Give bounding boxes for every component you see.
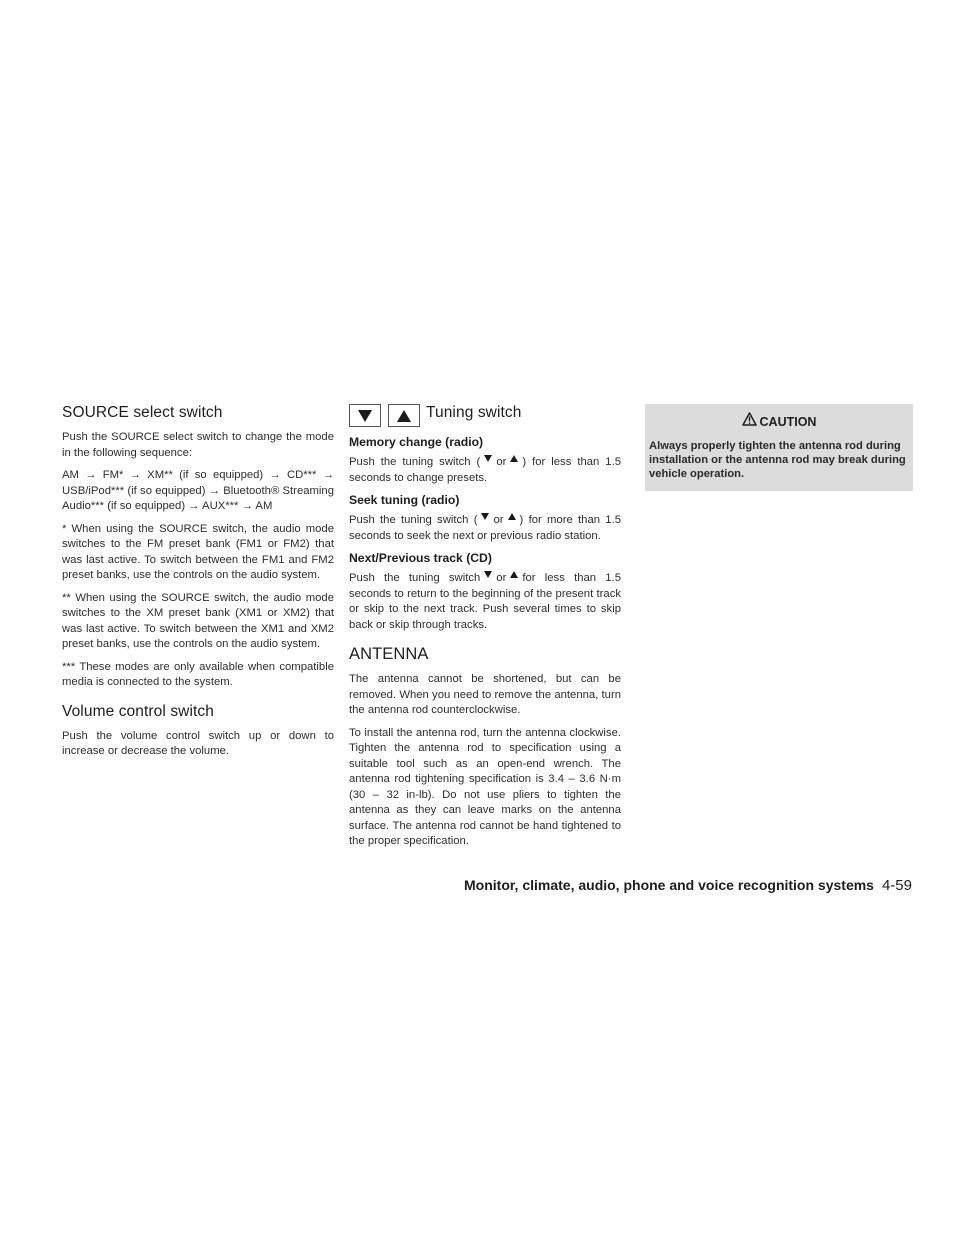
tuning-up-key: [388, 404, 420, 427]
seek-tuning-text: Push the tuning switch ( or ) for more than 1.5 seconds to seek the next or previous radio station.: [349, 514, 621, 542]
triangle-down-icon: [481, 513, 489, 520]
source-select-heading: SOURCE select switch: [62, 404, 223, 421]
column-left: [62, 404, 334, 767]
memory-change-heading: Memory change (radio): [349, 435, 484, 449]
page-footer: [464, 877, 912, 894]
antenna-heading: ANTENNA: [349, 645, 429, 663]
source-note-xm: ** When using the SOURCE switch, the audio mode switches to the XM preset bank (XM1 or XM2) that was last active. To switch between the XM1 and XM2 preset banks, use the controls on the audio system.: [62, 591, 334, 650]
triangle-down-icon: [484, 455, 492, 462]
source-intro: Push the SOURCE select switch to change the mode in the following sequence:: [62, 431, 334, 459]
page-number: 4-59: [881, 877, 912, 894]
column-middle: [349, 404, 621, 857]
triangle-up-icon: [510, 571, 518, 578]
tuning-switch-heading: Tuning switch: [426, 403, 522, 421]
chapter-title: Monitor, climate, audio, phone and voice recognition systems: [464, 877, 874, 893]
memory-change-text: Push the tuning switch ( or ) for less than 1.5 seconds to change presets.: [349, 456, 622, 484]
triangle-down-icon: [484, 571, 492, 578]
triangle-down-icon: [358, 410, 372, 422]
triangle-up-icon: [397, 410, 411, 422]
source-note-compatible: *** These modes are only available when compatible media is connected to the system.: [62, 660, 334, 688]
antenna-remove-text: The antenna cannot be shortened, but can be removed. When you need to remove the antenna, turn the antenna rod counterclockwise.: [349, 673, 621, 716]
caution-header: [649, 412, 909, 431]
seek-tuning-heading: Seek tuning (radio): [349, 493, 460, 507]
warning-icon: [742, 412, 757, 431]
triangle-up-icon: [510, 455, 518, 462]
caution-box: [645, 404, 913, 491]
caution-text: Always properly tighten the antenna rod during installation or the antenna rod may break during vehicle operation.: [649, 440, 906, 480]
next-previous-track-heading: Next/Previous track (CD): [349, 551, 492, 565]
volume-control-heading: Volume control switch: [62, 702, 214, 720]
caution-title: CAUTION: [759, 414, 817, 429]
source-sequence: AM → FM* → XM** (if so equipped) → CD*** → USB/iPod*** (if so equipped) → Bluetooth® Streaming Audio*** (if so equipped) → AUX*** → AM: [62, 469, 334, 512]
tuning-switch-header: [349, 404, 621, 427]
antenna-install-text: To install the antenna rod, turn the antenna clockwise. Tighten the antenna rod to specification using a suitable tool such as an open-end wrench. The antenna rod tightening specification is 3.4 – 3.6 N·m (30 – 32 in-lb). Do not use pliers to tighten the antenna as they can leave marks on the antenna surface. The antenna rod cannot be hand tightened to the proper specification.: [349, 726, 621, 847]
volume-control-text: Push the volume control switch up or down to increase or decrease the volume.: [62, 729, 334, 757]
next-previous-track-text: Push the tuning switch or for less than 1.5 seconds to return to the beginning of the present track or skip to the next track. Push several times to skip back or skip through tracks.: [349, 572, 621, 631]
tuning-down-key: [349, 404, 381, 427]
source-note-fm: * When using the SOURCE switch, the audio mode switches to the FM preset bank (FM1 or FM2) that was last active. To switch between the FM1 and FM2 preset banks, use the controls on the audio system.: [62, 522, 334, 581]
triangle-up-icon: [508, 513, 516, 520]
